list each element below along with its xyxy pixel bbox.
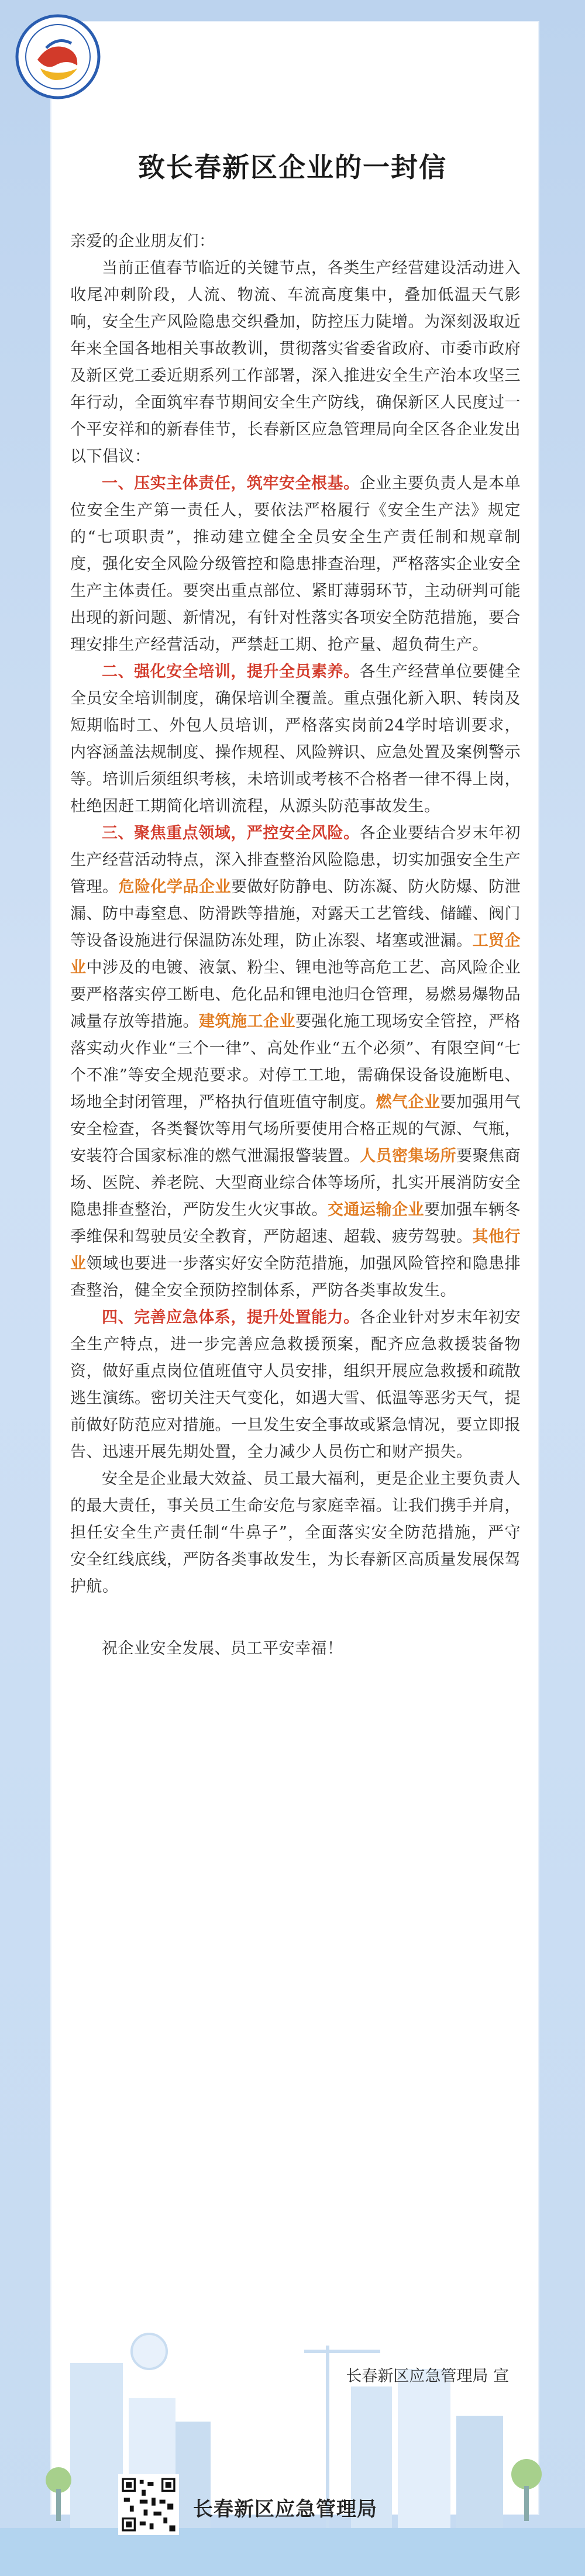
intro-paragraph: 当前正值春节临近的关键节点，各类生产经营建设活动进入收尾冲刺阶段，人流、物流、车流高度集中，叠加低温天气影响，安全生产风险隐患交织叠加，防控压力陡增。为深刻汲取近年来全国各地相关事故教训，贯彻落实省委省政府、市委市政府及新区党工委近期系列工作部署，深入推进安全生产治本攻坚三年行动，全面筑牢春节期间安全生产防线，确保新区人民度过一个平安祥和的新春佳节，长春新区应急管理局向全区各企业发出以下倡议：	[70, 259, 521, 466]
highlight-construction: 建筑施工企业	[199, 1013, 295, 1031]
section-1-title: 一、压实主体责任，筑牢安全根基。	[102, 474, 360, 493]
highlight-hazchem: 危险化学品企业	[118, 878, 231, 896]
highlight-gas: 燃气企业	[376, 1093, 441, 1111]
footer-org-name: 长春新区应急管理局	[193, 2498, 377, 2521]
section-1	[70, 470, 521, 659]
section-3-text-3: 中涉及的电镀、液氯、粉尘、锂电池等高危工艺、高风险企业要严格落实停工断电、危化品和锂电池归仓管理，易燃易爆物品减量存放等措施。	[70, 959, 521, 1031]
section-3	[70, 820, 521, 1304]
section-3-text-6: 要聚焦商场、医院、养老院、大型商业综合体等场所，扎实开展消防安全隐患排查整治，严防发生火灾事故。	[70, 1147, 521, 1219]
footer-bar	[0, 2528, 585, 2576]
section-3-title: 三、聚焦重点领域，严控安全风险。	[102, 824, 360, 842]
highlight-other-industries: 其他行业	[70, 1228, 521, 1273]
qr-code-icon[interactable]	[118, 2474, 179, 2535]
letter-title: 致长春新区企业的一封信	[138, 151, 447, 183]
closing-wish: 祝企业安全发展、员工平安幸福！	[102, 1640, 343, 1658]
salutation: 亲爱的企业朋友们：	[70, 232, 215, 250]
section-3-text-8: 领域也要进一步落实好安全防范措施，加强风险管控和隐患排查整治，健全安全预防控制体系，严防各类事故发生。	[70, 1255, 521, 1300]
section-2	[70, 659, 521, 820]
changchun-new-district-emergency-logo-icon	[14, 13, 102, 101]
section-2-title: 二、强化安全培训，提升全员素养。	[102, 663, 360, 681]
section-2-text: 各生产经营单位要健全全员安全培训制度，确保培训全覆盖。重点强化新入职、转岗及短期临时工、外包人员培训，严格落实岗前24学时培训要求，内容涵盖法规制度、操作规程、风险辨识、应急处置及案例警示等。培训后须组织考核，未培训或考核不合格者一律不得上岗，杜绝因赶工期简化培训流程，从源头防范事故发生。	[70, 663, 521, 815]
signature: 长春新区应急管理局 宣	[346, 2367, 509, 2385]
section-3-text-5: 要加强用气安全检查，各类餐饮等用气场所要使用合格正规的气源、气瓶，安装符合国家标准的燃气泄漏报警装置。	[70, 1093, 521, 1165]
letter-body	[70, 228, 521, 1662]
section-3-text-4: 要强化施工现场安全管控，严格落实动火作业“三个一律”、高处作业“五个必须”、有限空间“七个不准”等安全规范要求。对停工工地，需确保设备设施断电、场地全封闭管理，严格执行值班值守制度。	[70, 1013, 521, 1111]
section-4	[70, 1304, 521, 1466]
section-3-text-1: 各企业要结合岁末年初生产经营活动特点，深入排查整治风险隐患，切实加强安全生产管理。	[70, 824, 521, 896]
section-4-title: 四、完善应急体系，提升处置能力。	[102, 1308, 360, 1327]
section-3-text-7: 要加强车辆冬季维保和驾驶员安全教育，严防超速、超载、疲劳驾驶。	[70, 1201, 521, 1246]
highlight-transport: 交通运输企业	[328, 1201, 424, 1219]
conclusion-paragraph: 安全是企业最大效益、员工最大福利，更是企业主要负责人的最大责任，事关员工生命安危与家庭幸福。让我们携手并肩，担任安全生产责任制“牛鼻子”，全面落实安全防范措施，严守安全红线底线，严防各类事故发生，为长春新区高质量发展保驾护航。	[70, 1470, 521, 1596]
section-4-text: 各企业针对岁末年初安全生产特点，进一步完善应急救援预案，配齐应急救援装备物资，做好重点岗位值班值守人员安排，组织开展应急救援和疏散逃生演练。密切关注天气变化，如遇大雪、低温等恶劣天气，提前做好防范应对措施。一旦发生安全事故或紧急情况，要立即报告、迅速开展先期处置，全力减少人员伤亡和财产损失。	[70, 1308, 521, 1461]
highlight-industry-trade: 工贸企业	[70, 932, 521, 977]
section-3-text-2: 要做好防静电、防冻凝、防火防爆、防泄漏、防中毒窒息、防滑跌等措施，对露天工艺管线、储罐、阀门等设备设施进行保温防冻处理，防止冻裂、堵塞或泄漏。	[70, 878, 521, 950]
section-1-text: 企业主要负责人是本单位安全生产第一责任人，要依法严格履行《安全生产法》规定的“七项职责”，推动建立健全全员安全生产责任制和规章制度，强化安全风险分级管控和隐患排查治理，严格落实企业安全生产主体责任。要突出重点部位、紧盯薄弱环节，主动研判可能出现的新问题、新情况，有针对性落实各项安全防范措施，要合理安排生产经营活动，严禁赶工期、抢产量、超负荷生产。	[70, 474, 521, 654]
highlight-crowded-places: 人员密集场所	[360, 1147, 456, 1165]
